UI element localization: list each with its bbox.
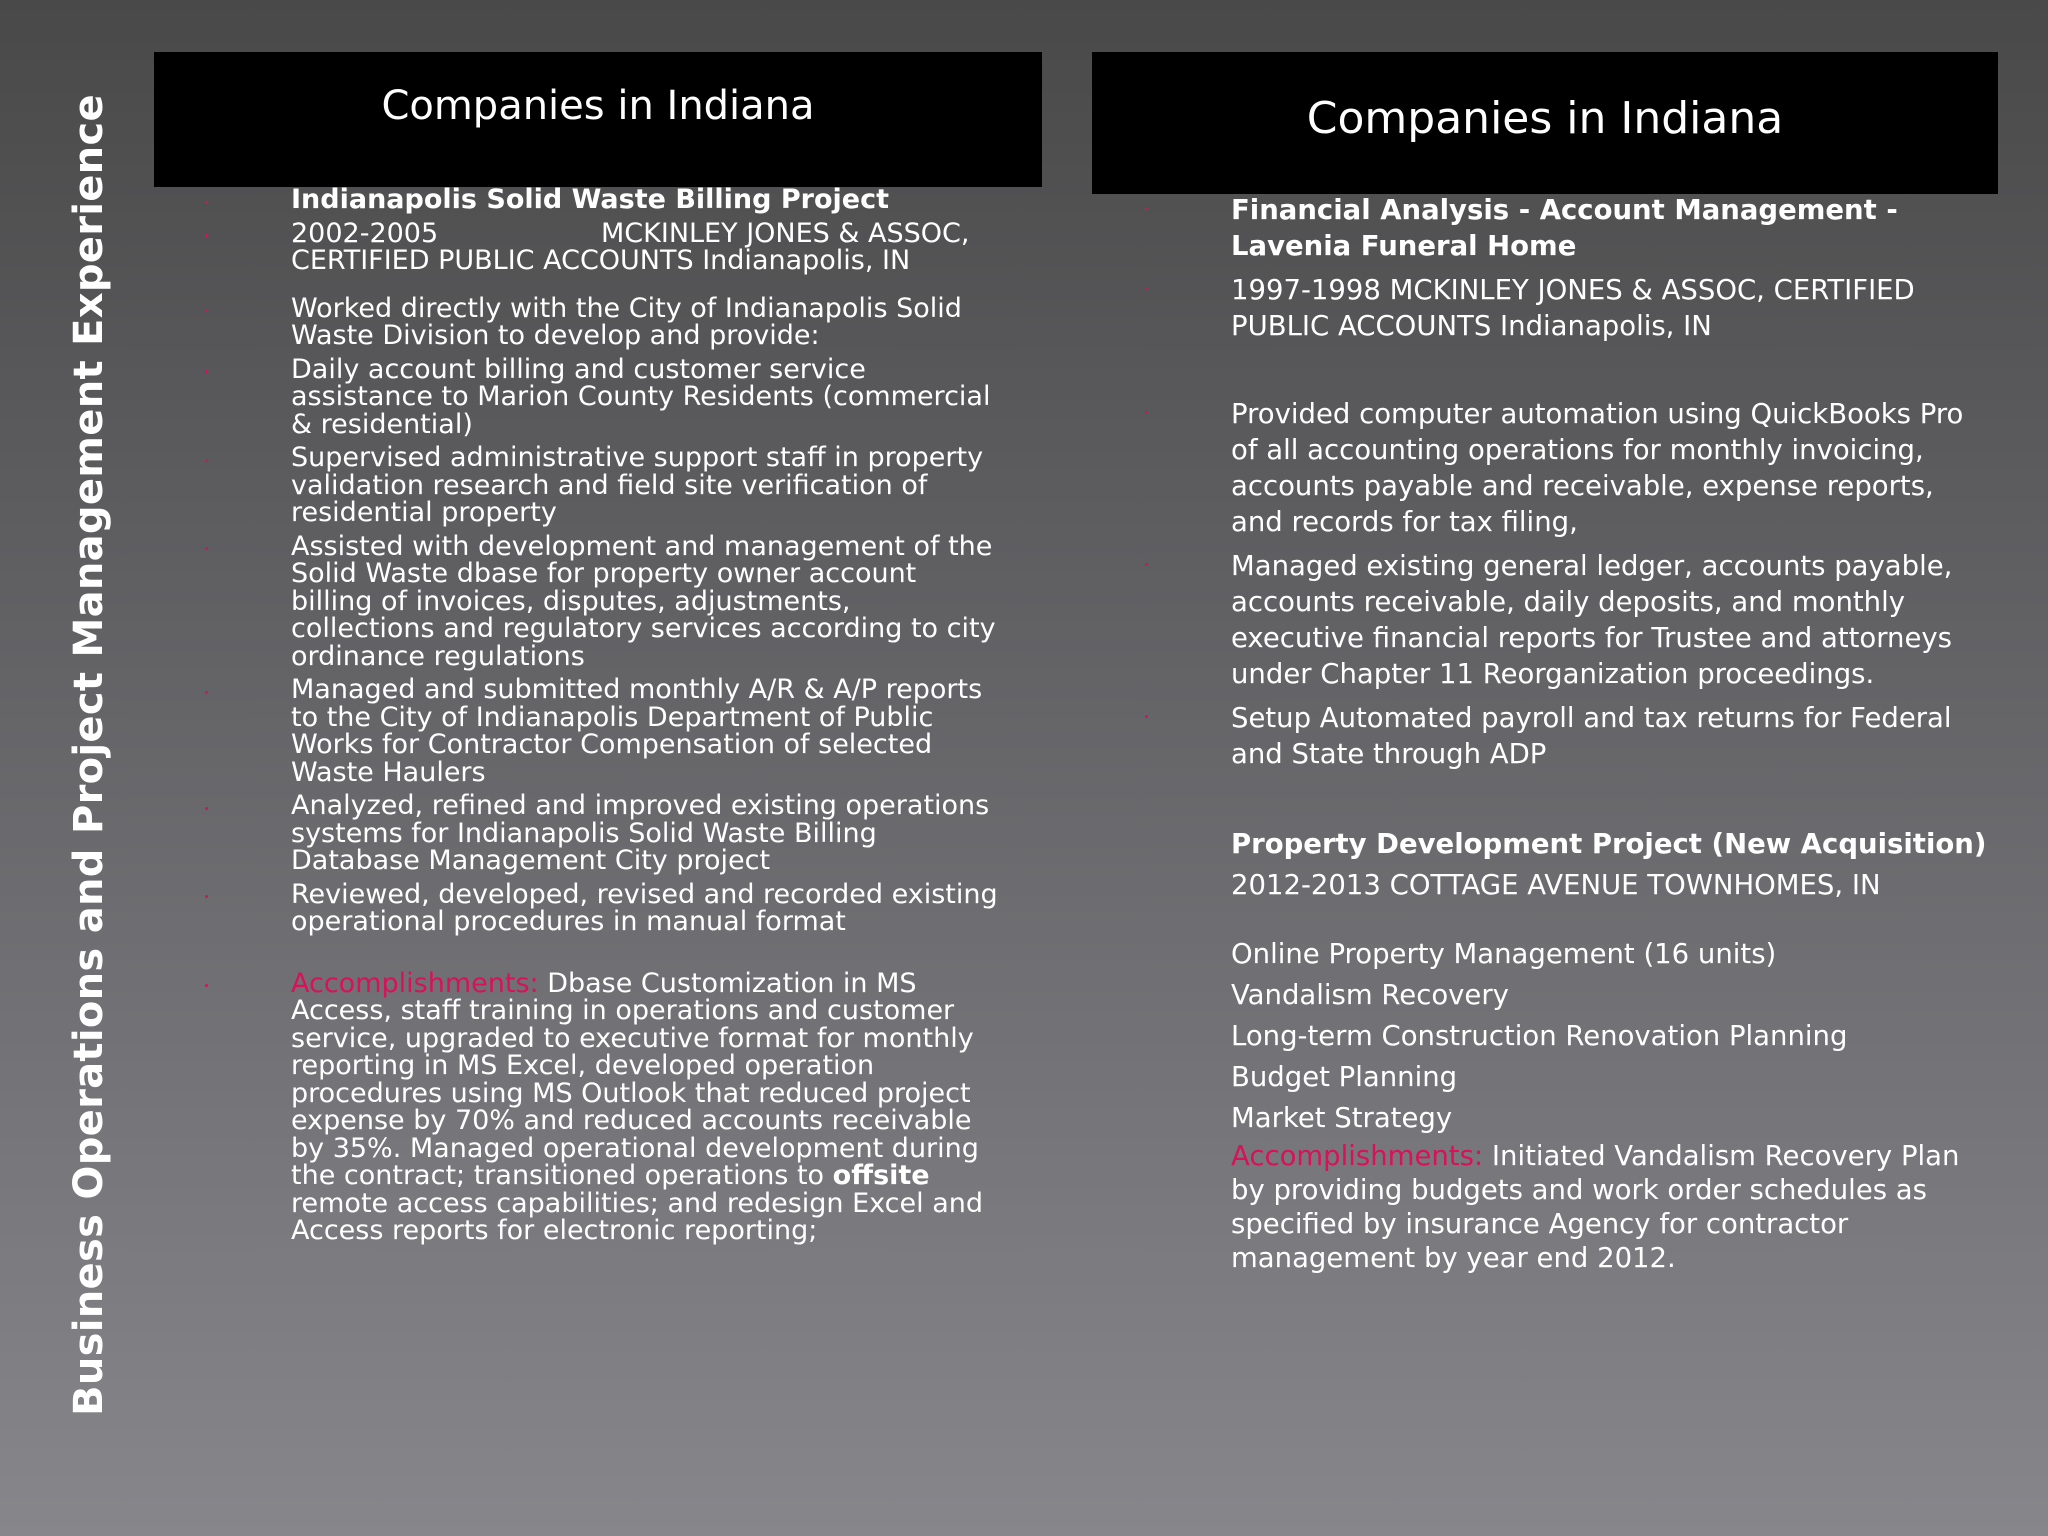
list-item [200,353,1000,440]
list-item [1140,548,1990,692]
left-company-line1: MCKINLEY JONES & ASSOC, [601,217,970,249]
left-company-line2: CERTIFIED PUBLIC ACCOUNTS Indianapolis, IN [291,245,911,276]
list-item [200,676,1000,786]
list-item [200,792,1000,875]
left-project-title: Indianapolis Solid Waste Billing Project [291,184,890,215]
right-bullet-text: Managed existing general ledger, accounts payable, accounts receivable, daily deposits, and monthly executive financial reports for Trustee and attorneys under Chapter 11 Reorganization proceedings. [1231,550,1953,690]
list-item [1140,396,1990,540]
list-item [200,292,1000,351]
bullet-icon [205,895,208,898]
list-item [200,530,1000,672]
right-project-title: Financial Analysis - Account Management - Lavenia Funeral Home [1231,194,1898,262]
left-header-text: Companies in Indiana [381,82,815,129]
left-column [200,186,1000,1251]
list-item [200,217,1000,276]
right-bullet-text: Setup Automated payroll and tax returns for Federal and State through ADP [1231,702,1952,770]
bullet-icon [205,984,208,987]
right-header-text: Companies in Indiana [1306,92,1784,144]
left-bullet-text: Assisted with development and management of the Solid Waste dbase for property owner account billing of invoices, disputes, adjustments, collections and regulatory services according to city ordinance regulations [291,530,996,672]
left-accomplishments-bold: offsite [832,1160,930,1191]
right-column-header [1092,52,1998,194]
list-item [200,444,1000,527]
right-accomplishments-label: Accomplishments: [1231,1140,1484,1172]
left-bullet-text: Reviewed, developed, revised and recorded existing operational procedures in manual format [291,878,998,937]
bullet-icon [1145,715,1148,718]
list-item [200,186,1000,214]
list-item [1140,192,1990,264]
list-item: Long-term Construction Renovation Planning [1231,1020,1848,1052]
bullet-icon [205,459,208,462]
left-bullet-text: Managed and submitted monthly A/R & A/P reports to the City of Indianapolis Department of Public Works for Contractor Compensation of selected Waste Haulers [291,674,983,788]
list-item [1140,272,1990,344]
right-column [1140,192,1990,1275]
left-column-header [154,52,1042,187]
list-item: Budget Planning [1231,1061,1458,1093]
left-dates: 2002-2005 [291,217,439,249]
list-item: Market Strategy [1231,1102,1453,1134]
side-title [34,94,144,1416]
bullet-icon [205,807,208,810]
bullet-icon [1145,207,1148,210]
bullet-icon [1145,411,1148,414]
bullet-icon [1145,563,1148,566]
bullet-icon [205,691,208,694]
left-bullet-text: Analyzed, refined and improved existing operations systems for Indianapolis Solid Waste Billing Database Management City project [291,790,990,876]
left-bullet-text: Daily account billing and customer service assistance to Marion County Residents (commercial & residential) [291,353,991,440]
list-item [1140,700,1990,772]
list-item: Vandalism Recovery [1231,979,1509,1011]
bullet-icon [205,201,208,204]
bullet-icon [205,547,208,550]
list-item: Online Property Management (16 units) [1231,938,1777,970]
bullet-icon [205,309,208,312]
right-bullet-text: Provided computer automation using QuickBooks Pro of all accounting operations for monthly invoicing, accounts payable and receivable, expense reports, and records for tax filing, [1231,398,1964,538]
side-title-text: Business Operations and Project Management Experience [66,94,113,1416]
left-accomplishments-text-b: remote access capabilities; and redesign Excel and Access reports for electronic reporting; [291,1187,983,1246]
right-accomplishments [1140,1139,1990,1275]
right-project2-company: 2012-2013 COTTAGE AVENUE TOWNHOMES, IN [1231,869,1881,901]
right-project2-title: Property Development Project (New Acquisition) [1231,828,1987,860]
left-accomplishments-text-a: Dbase Customization in MS Access, staff training in operations and customer service, upgraded to executive format for monthly reporting in MS Excel, developed operation procedures using MS Outlook that reduced project expense by 70% and reduced accounts receivable by 35%. Managed operational development during the contract; transitioned operations to [291,967,979,1191]
bullet-icon [205,234,208,237]
left-bullet-text: Supervised administrative support staff in property validation research and field site verification of residential property [291,442,984,528]
left-accomplishments-label: Accomplishments: [291,967,539,999]
left-bullet-text: Worked directly with the City of Indianapolis Solid Waste Division to develop and provide: [291,292,962,351]
right-company: 1997-1998 MCKINLEY JONES & ASSOC, CERTIFIED PUBLIC ACCOUNTS Indianapolis, IN [1231,274,1915,342]
bullet-icon [205,370,208,373]
bullet-icon [1145,287,1148,290]
right-accomplishments-text: Initiated Vandalism Recovery Plan by providing budgets and work order schedules as specified by insurance Agency for contractor management by year end 2012. [1231,1140,1960,1274]
list-item [200,967,1000,1246]
list-item [200,878,1000,937]
